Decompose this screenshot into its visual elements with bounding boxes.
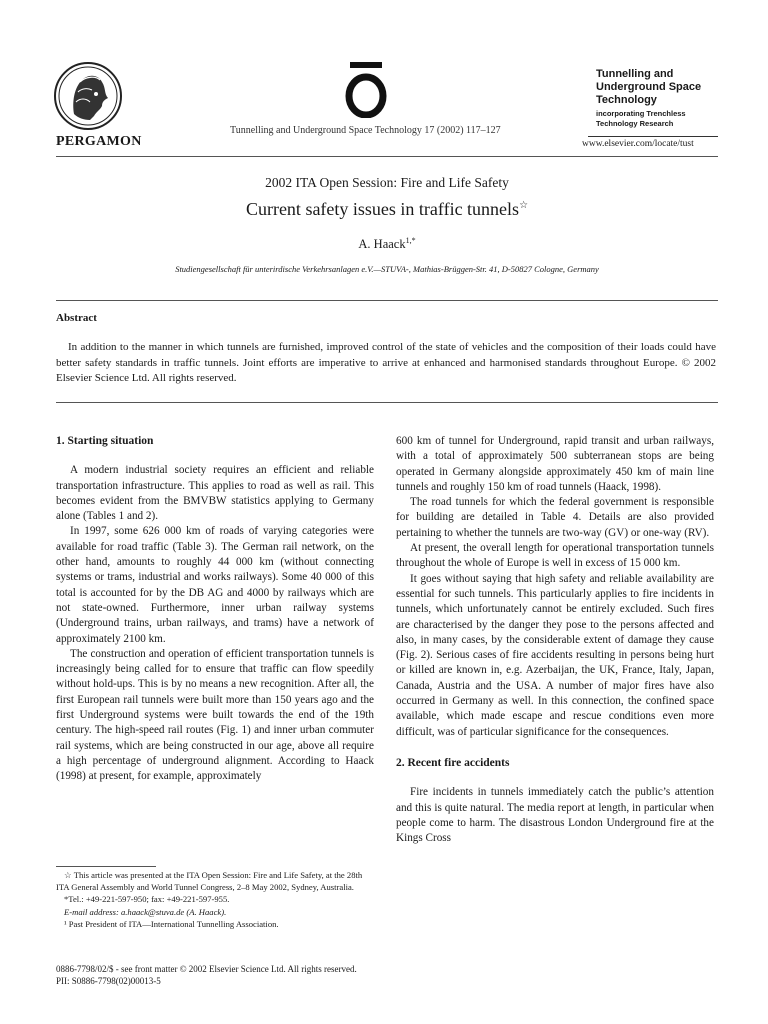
body-paragraph: It goes without saying that high safety and reliable availability are essential for such tunnels. This particularly applies to fire incidents in tunnels, which unfortunately cannot be entirely excluded. Such fires are characterised by the danger they pose to the persons affected and also, in many cases, by the considerable extent of damage they cause (Fig. 2). Serious cases of fire accidents resulting in persons being hurt or killed are known in, e.g. Azerbaijan, the UK, France, Italy, Japan, Canada, Austria and the USA. A number of major fires have also occurred in Germany as well. In this connection, the confined space available, which made escape and rescue conditions even more difficult, was of particular significance for the consequences. <box>396 572 714 738</box>
journal-subtitle-line: Technology Research <box>596 119 674 128</box>
journal-title-line: Tunnelling and <box>596 68 674 80</box>
footnote: ¹ Past President of ITA—International Tunnelling Association. <box>64 918 279 929</box>
journal-url-link[interactable]: www.elsevier.com/locate/tust <box>582 139 694 149</box>
footnote: E-mail address: a.haack@stuva.de (A. Haack). <box>64 906 227 917</box>
body-paragraph: The road tunnels for which the federal government is responsible for building are detailed in Table 4. Details are also provided pertaining to whether the tunnels are two-way (GV) or one-way (RV). <box>396 496 714 539</box>
abstract-top-divider <box>56 300 718 301</box>
body-paragraph: 600 km of tunnel for Underground, rapid transit and urban railways, with a total of approximately 500 subterranean stops are being operated in Germany alongside approximately 450 km of main line tunnels and roughly 150 km of road tunnels (Haack, 1998). <box>396 435 714 493</box>
author-line <box>56 236 718 252</box>
session-name: 2002 ITA Open Session: Fire and Life Safety <box>265 175 509 190</box>
footer-copyright: 0886-7798/02/$ - see front matter © 2002 Elsevier Science Ltd. All rights reserved. <box>56 964 357 974</box>
journal-reference: Tunnelling and Underground Space Technology 17 (2002) 117–127 <box>230 125 501 136</box>
footnote-divider <box>56 866 156 867</box>
footnote: *Tel.: +49-221-597-950; fax: +49-221-597-955. <box>64 894 230 905</box>
journal-title-line: Underground Space <box>596 81 702 93</box>
abstract-text: In addition to the manner in which tunnels are furnished, improved control of the state of vehicles and the composition of their loads could have better safety standards in traffic tunnels. Joint efforts are imperative to arrive at enhanced and harmonised standards throughout Europe. © 2002 Elsevier Science Ltd. All rights reserved. <box>56 341 716 384</box>
author-affiliation: Studiengesellschaft für unterirdische Verkehrsanlagen e.V.—STUVA-, Mathias-Brüggen-Str. 41, D-50827 Cologne, Germany <box>175 264 599 274</box>
right-column <box>396 434 714 846</box>
body-paragraph: The construction and operation of efficient transportation tunnels is increasingly being called for to ensure that traffic can flow speedily without hold-ups. This is by no means a new recognition. After all, the first European rail tunnels were built more than 150 years ago and the first Underground systems were built towards the end of the 19th century. The high-speed rail routes (Fig. 1) and inner urban commuter rail systems, which are being constructed in our age, above all require a high percentage of underground alignment. According to Haack (1998) at present, for example, approximately <box>56 647 374 783</box>
journal-subtitle-line: incorporating Trenchless <box>596 109 686 118</box>
pergamon-head-logo-icon <box>52 58 124 134</box>
footnote: ☆ This article was presented at the ITA Open Session: Fire and Life Safety, at the 28th ITA General Assembly and World Tunnel Congress, 2–8 May 2002, Sydney, Australia. <box>56 870 363 893</box>
page-footer <box>56 963 357 987</box>
body-paragraph: At present, the overall length for operational transportation tunnels throughout the whole of Europe is well in excess of 15 000 km. <box>396 542 714 570</box>
section-heading: 1. Starting situation <box>56 435 154 447</box>
body-paragraph: Fire incidents in tunnels immediately catch the public’s attention and this is quite natural. The media report at length, in particular when people come to harm. The disastrous London Underground fire at the Kings Cross <box>396 786 714 845</box>
body-paragraph: A modern industrial society requires an efficient and reliable transportation infrastructure. This applies to road as well as rail. This becomes evident from the BMVBW statistics applying to Germany alone (Tables 1 and 2). <box>56 464 374 523</box>
footnotes <box>56 869 374 930</box>
abstract-bottom-divider <box>56 402 718 403</box>
header-divider <box>56 156 718 157</box>
journal-divider <box>588 136 718 137</box>
body-paragraph: In 1997, some 626 000 km of roads of varying categories were available for road traffic (Table 3). The German rail network, on the other hand, amounts to roughly 44 000 km (without connecting systems or trams, industrial and works railways). Some 40 000 of this total is accounted for by the DB AG and 4000 by railways which are not state-owned. Furthermore, inner urban railway systems (Underground trains, urban railways, and trams) have a network of approximately 2100 km. <box>56 525 374 645</box>
section-heading: 2. Recent fire accidents <box>396 756 510 769</box>
journal-title-line: Technology <box>596 94 657 106</box>
elsevier-o-logo-icon <box>342 60 390 118</box>
article-title-text: Current safety issues in traffic tunnels <box>245 199 520 219</box>
article-title <box>56 199 718 220</box>
footer-pii: PII: S0886-7798(02)00013-5 <box>56 976 161 986</box>
publisher-name: PERGAMON <box>56 134 142 149</box>
abstract-heading: Abstract <box>56 312 97 324</box>
title-footnote-mark: ☆ <box>519 200 529 211</box>
left-column <box>56 434 374 785</box>
author-name: A. Haack <box>358 237 406 252</box>
journal-title-block <box>596 68 726 129</box>
author-footnote-mark: 1,* <box>405 236 416 245</box>
